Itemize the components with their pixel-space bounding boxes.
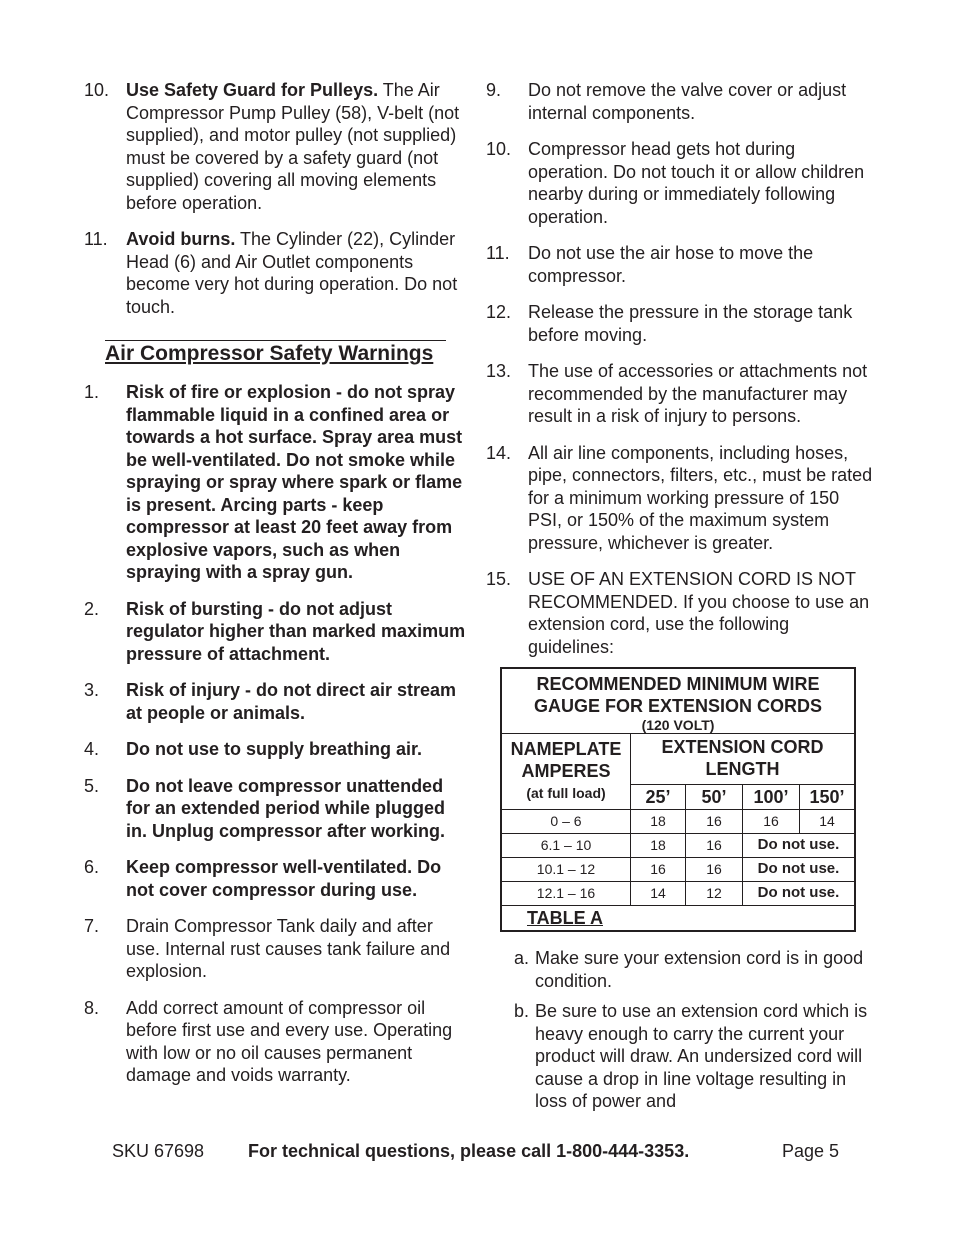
nameplate-header xyxy=(501,734,631,810)
list-item xyxy=(486,360,874,428)
item-number: 5. xyxy=(84,775,100,796)
item-bold-text: Use Safety Guard for Pulleys. xyxy=(126,80,379,100)
nameplate-line2: AMPERES xyxy=(521,761,611,782)
section-heading: Air Compressor Safety Warnings xyxy=(105,340,446,367)
item-number: 15. xyxy=(486,569,512,589)
length-header-line2: LENGTH xyxy=(705,759,780,779)
list-item xyxy=(84,997,470,1087)
list-item xyxy=(486,242,874,287)
sub-item-letter: a. xyxy=(514,948,530,968)
gauge-cell: 16 xyxy=(686,834,743,858)
table-title xyxy=(501,668,855,734)
item-number: 14. xyxy=(486,442,512,463)
table-row xyxy=(501,882,855,906)
amps-cell: 12.1 – 16 xyxy=(501,882,631,906)
table-row xyxy=(501,834,855,858)
left-column xyxy=(84,79,470,1101)
table-label: TABLE A xyxy=(501,906,855,932)
sub-list xyxy=(514,947,874,1121)
length-150: 150’ xyxy=(800,785,856,810)
gauge-cell: 16 xyxy=(686,858,743,882)
amps-cell: 6.1 – 10 xyxy=(501,834,631,858)
item-bold-text: Do not leave compressor unattended for an extended period while plugged in. Unplug compressor after working. xyxy=(126,775,446,841)
list-item xyxy=(84,775,470,843)
item-number: 4. xyxy=(84,739,100,759)
do-not-use-cell: Do not use. xyxy=(743,858,856,882)
gauge-cell: 16 xyxy=(743,810,800,834)
item-text: Add correct amount of compressor oil before first use and every use. Operating with low or no oil causes permanent damage and voids warranty. xyxy=(126,997,453,1085)
item-bold-text: Risk of injury - do not direct air stream at people or animals. xyxy=(126,680,457,723)
list-item xyxy=(84,381,470,584)
right-column xyxy=(486,79,874,672)
item-number: 8. xyxy=(84,997,100,1018)
length-header xyxy=(631,734,856,785)
list-item xyxy=(84,856,470,901)
gauge-cell: 18 xyxy=(631,810,686,834)
item-text: Do not remove the valve cover or adjust internal components. xyxy=(528,80,847,123)
list-item xyxy=(84,228,470,318)
footer-contact: For technical questions, please call 1-800-444-3353. xyxy=(248,1141,690,1161)
length-header-line1: EXTENSION CORD xyxy=(661,737,824,757)
item-text: Release the pressure in the storage tank before moving. xyxy=(528,302,853,345)
do-not-use-cell: Do not use. xyxy=(743,882,856,906)
table-volt: (120 VOLT) xyxy=(641,717,715,733)
table-row xyxy=(501,858,855,882)
list-item xyxy=(84,679,470,724)
item-number: 10. xyxy=(84,80,110,100)
length-25: 25’ xyxy=(631,785,686,810)
do-not-use-cell: Do not use. xyxy=(743,834,856,858)
item-number: 11. xyxy=(486,243,510,263)
list-item xyxy=(84,598,470,666)
nameplate-line1: NAMEPLATE xyxy=(510,739,622,760)
item-text: The Air Compressor Pump Pulley (58), V-belt (not supplied), and motor pulley (not supplied) must be covered by a safety guard (not supplied) covering all moving elements before operation. xyxy=(126,80,460,213)
item-bold-text: Risk of bursting - do not adjust regulator higher than marked maximum pressure of attachment. xyxy=(126,598,466,664)
footer-page-number: Page 5 xyxy=(782,1141,840,1161)
amps-cell: 0 – 6 xyxy=(501,810,631,834)
item-text: Drain Compressor Tank daily and after use. Internal rust causes tank failure and explosion. xyxy=(126,916,451,981)
list-item xyxy=(486,79,874,124)
list-item xyxy=(84,738,470,761)
list-item xyxy=(486,442,874,555)
sub-list-item xyxy=(514,947,874,992)
item-number: 2. xyxy=(84,598,100,619)
gauge-cell: 16 xyxy=(686,810,743,834)
item-number: 10. xyxy=(486,139,512,159)
gauge-cell: 12 xyxy=(686,882,743,906)
item-text: All air line components, including hoses, pipe, connectors, filters, etc., must be rated for a minimum working pressure of 150 PSI, or 150% of the maximum system pressure, whichever is greater. xyxy=(528,442,873,553)
sub-item-text: Make sure your extension cord is in good condition. xyxy=(535,948,864,991)
length-100: 100’ xyxy=(743,785,800,810)
table-title-line1: RECOMMENDED MINIMUM WIRE xyxy=(536,674,820,694)
nameplate-sub: (at full load) xyxy=(526,785,606,802)
item-text: Compressor head gets hot during operation. Do not touch it or allow children nearby during or immediately following operation. xyxy=(528,139,865,227)
list-item xyxy=(84,79,470,214)
item-text: USE OF AN EXTENSION CORD IS NOT RECOMMENDED. If you choose to use an extension cord, use the following guidelines: xyxy=(528,569,870,657)
length-50: 50’ xyxy=(686,785,743,810)
footer-sku: SKU 67698 xyxy=(112,1141,205,1161)
item-bold-text: Avoid burns. xyxy=(126,229,236,249)
table-title-line2: GAUGE FOR EXTENSION CORDS xyxy=(533,696,823,716)
list-item xyxy=(84,915,470,983)
item-number: 13. xyxy=(486,361,512,381)
list-item xyxy=(486,301,874,346)
extension-cord-table xyxy=(500,667,856,932)
gauge-cell: 14 xyxy=(631,882,686,906)
item-number: 7. xyxy=(84,916,100,936)
item-bold-text: Do not use to supply breathing air. xyxy=(126,739,423,759)
gauge-cell: 18 xyxy=(631,834,686,858)
list-item xyxy=(486,138,874,228)
list-item xyxy=(486,568,874,658)
item-number: 11. xyxy=(84,229,108,249)
sub-item-letter: b. xyxy=(514,1001,530,1021)
item-number: 9. xyxy=(486,80,502,100)
item-number: 1. xyxy=(84,382,100,402)
item-number: 3. xyxy=(84,680,100,700)
item-bold-text: Keep compressor well-ventilated. Do not cover compressor during use. xyxy=(126,857,442,900)
amps-cell: 10.1 – 12 xyxy=(501,858,631,882)
sub-item-text: Be sure to use an extension cord which is heavy enough to carry the current your product will draw. An undersized cord will cause a drop in line voltage resulting in loss of power and xyxy=(535,1001,868,1111)
table-row xyxy=(501,810,855,834)
item-text: Do not use the air hose to move the compressor. xyxy=(528,243,814,286)
gauge-cell: 16 xyxy=(631,858,686,882)
item-text: The Cylinder (22), Cylinder Head (6) and Air Outlet components become very hot during operation. Do not touch. xyxy=(126,229,458,317)
gauge-cell: 14 xyxy=(800,810,856,834)
item-bold-text: Risk of fire or explosion - do not spray flammable liquid in a confined area or towards a hot surface. Spray area must be well-ventilated. Do not smoke while spraying or spray where spark or flame is present. Arcing parts - keep compressor at least 20 feet away from explosive vapors, such as when spraying with a spray gun. xyxy=(126,382,463,582)
item-number: 12. xyxy=(486,302,512,322)
item-text: The use of accessories or attachments not recommended by the manufacturer may result in a risk of injury to persons. xyxy=(528,361,868,426)
sub-list-item xyxy=(514,1000,874,1113)
item-number: 6. xyxy=(84,857,100,877)
